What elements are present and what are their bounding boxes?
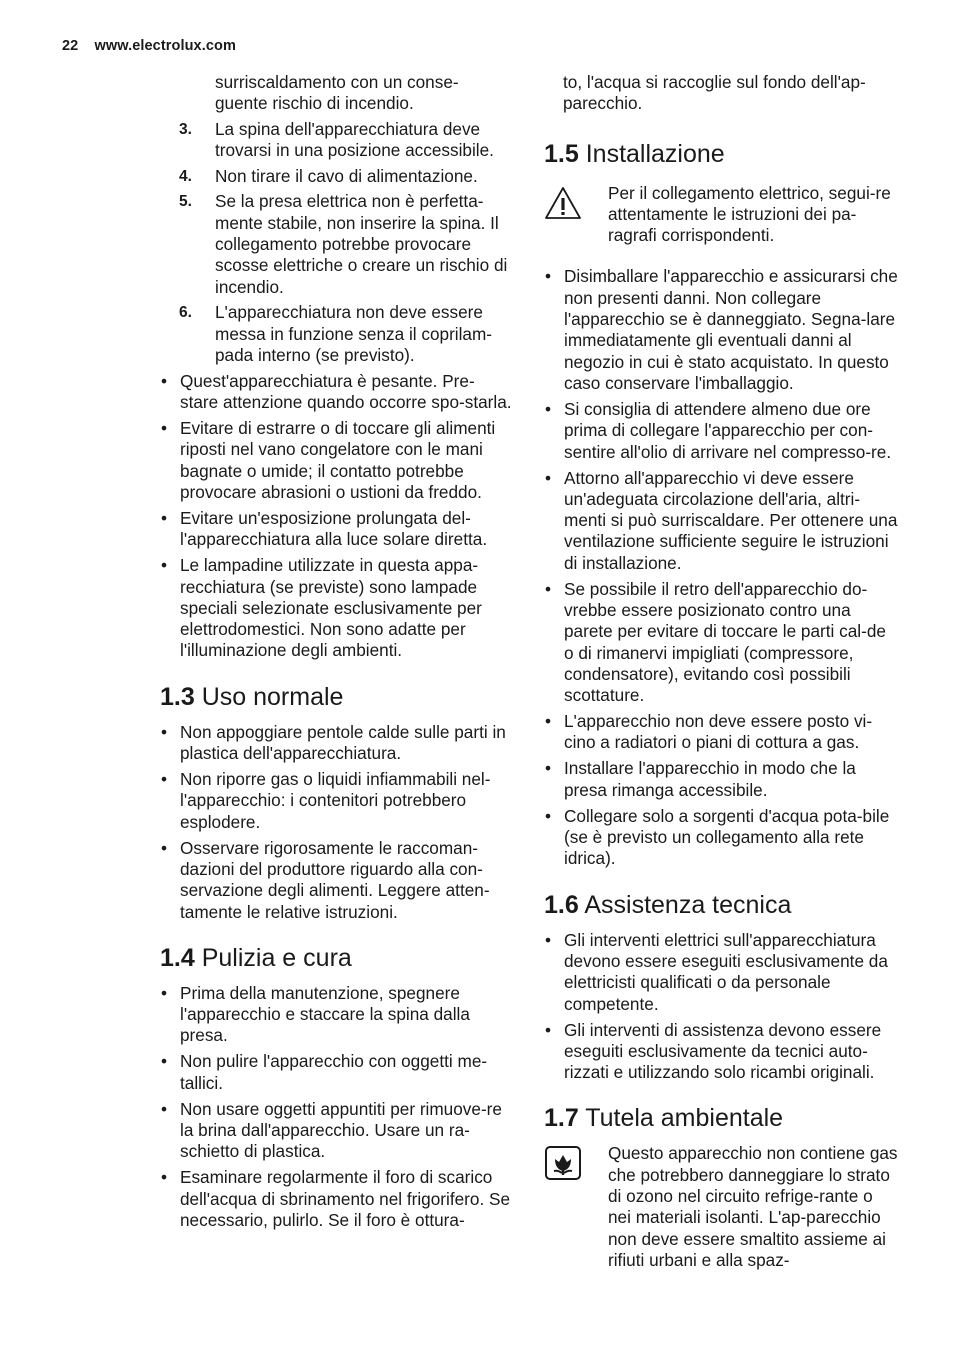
list-item: • Gli interventi elettrici sull'apparecchiatura devono essere eseguiti esclusivamente da elettricisti qualificati o da personale competente. <box>545 929 888 1014</box>
list-item: • Se possibile il retro dell'apparecchio do-vrebbe essere posizionato contro una parete per evitare di toccare le parti cal-de o di rimanervi impigliati (compressore, condensatore), evitando così possibili scottature. <box>545 578 886 706</box>
numbered-item <box>160 191 512 297</box>
bullet-list <box>544 930 900 1084</box>
item-text: Non tirare il cavo di alimentazione. <box>215 165 478 186</box>
list-item: • Gli interventi di assistenza devono essere eseguiti esclusivamente da tecnici auto-rizzati e utilizzando solo ricambi originali. <box>545 1019 882 1083</box>
environment-icon <box>544 1145 582 1186</box>
list-item: • Osservare rigorosamente le raccoman-dazioni del produttore riguardo alla con-servazione degli alimenti. Leggere atten-tamente le relative istruzioni. <box>161 837 490 922</box>
item-text: La spina dell'apparecchiatura deve trovarsi in una posizione accessibile. <box>215 118 494 160</box>
item-text: L'apparecchiatura non deve essere messa in funzione senza il coprilam-pada interno (se previsto). <box>215 302 493 366</box>
bullet-list <box>160 371 512 662</box>
continued-paragraph: to, l'acqua si raccoglie sul fondo dell'ap-parecchio. <box>563 72 866 114</box>
list-item: • Installare l'apparecchio in modo che la presa rimanga accessibile. <box>545 758 856 800</box>
environment-notice <box>544 1143 900 1271</box>
list-item: • Non appoggiare pentole calde sulle parti in plastica dell'apparecchiatura. <box>161 721 506 764</box>
list-item: • Quest'apparecchiatura è pesante. Pre-stare attenzione quando occorre spo-starla. <box>161 370 512 413</box>
section-heading-1-4: 1.4 Pulizia e cura <box>160 943 352 972</box>
item-text: Se la presa elettrica non è perfetta-mente stabile, non inserire la spina. Il collegamento potrebbe provocare scosse elettriche o creare un rischio di incendio. <box>215 191 508 297</box>
section-heading-1-6: 1.6 Assistenza tecnica <box>544 890 792 919</box>
list-item: • Non usare oggetti appuntiti per rimuove-re la brina dall'apparecchio. Usare un ra-schietto di plastica. <box>161 1098 502 1162</box>
numbered-list <box>160 119 512 367</box>
numbered-item <box>160 302 512 366</box>
item-number: 6. <box>179 304 192 322</box>
website-url: www.electrolux.com <box>94 38 236 54</box>
list-item: • Non pulire l'apparecchio con oggetti me-tallici. <box>161 1051 488 1093</box>
bullet-list <box>160 722 512 923</box>
environment-text: Questo apparecchio non contiene gas che potrebbero danneggiare lo strato di ozono nel circuito refrige-rante o nei materiali isolanti. L'ap-parecchio non deve essere smaltito assieme ai rifiuti urbani e alla spaz- <box>608 1143 898 1270</box>
item-number: 4. <box>179 167 192 185</box>
item-number: 3. <box>179 120 192 138</box>
warning-icon <box>544 185 582 226</box>
list-item: • Disimballare l'apparecchio e assicurarsi che non presenti danni. Non collegare l'apparecchio se è danneggiato. Segna-lare immediatamente gli eventuali danni al negozio in cui è stato acquistato. In questo caso conservare l'imballaggio. <box>545 266 898 393</box>
section-heading-1-5: 1.5 Installazione <box>544 139 725 168</box>
bullet-list <box>544 266 900 869</box>
item-number: 5. <box>179 193 192 211</box>
list-item: • Collegare solo a sorgenti d'acqua pota-bile (se è previsto un collegamento alla rete idrica). <box>545 805 890 869</box>
numbered-item <box>160 166 512 187</box>
right-column <box>544 72 900 1271</box>
bullet-list <box>160 983 512 1231</box>
list-item: • Esaminare regolarmente il foro di scarico dell'acqua di sbrinamento nel frigorifero. Se necessario, pulirlo. Se il foro è ottura- <box>161 1167 511 1230</box>
numbered-item <box>160 119 512 162</box>
list-item: • L'apparecchio non deve essere posto vi-cino a radiatori o piani di cottura a gas. <box>545 711 873 753</box>
list-item: • Non riporre gas o liquidi infiammabili nel-l'apparecchio: i contenitori potrebbero esplodere. <box>161 769 491 832</box>
left-column <box>160 72 512 1236</box>
list-item: • Evitare un'esposizione prolungata del-l'apparecchiatura alla luce solare diretta. <box>161 508 488 550</box>
section-heading-1-7: 1.7 Tutela ambientale <box>544 1104 784 1133</box>
warning-notice <box>544 183 900 247</box>
continued-paragraph: surriscaldamento con un conse-guente rischio di incendio. <box>215 72 459 114</box>
warning-text: Per il collegamento elettrico, segui-re attentamente le istruzioni dei pa-ragrafi corrispondenti. <box>608 182 891 246</box>
list-item: • Le lampadine utilizzate in questa appa-recchiatura (se previste) sono lampade speciali selezionate esclusivamente per elettrodomestici. Non sono adatte per l'illuminazione degli ambienti. <box>161 555 482 661</box>
list-item: • Evitare di estrarre o di toccare gli alimenti riposti nel vano congelatore con le mani bagnate o umide; il contatto potrebbe provocare abrasioni o ustioni da freddo. <box>161 418 496 503</box>
page-header <box>62 38 236 54</box>
section-heading-1-3: 1.3 Uso normale <box>160 682 344 711</box>
list-item: • Prima della manutenzione, spegnere l'apparecchio e staccare la spina dalla presa. <box>161 982 470 1046</box>
list-item: • Attorno all'apparecchio vi deve essere un'adeguata circolazione dell'aria, altri-menti si può surriscaldare. Per ottenere una ventilazione sufficiente seguire le istruzioni di installazione. <box>545 467 898 573</box>
page-number: 22 <box>62 38 79 54</box>
list-item: • Si consiglia di attendere almeno due ore prima di collegare l'apparecchio per con-sentire all'olio di arrivare nel compresso-re. <box>545 398 892 462</box>
